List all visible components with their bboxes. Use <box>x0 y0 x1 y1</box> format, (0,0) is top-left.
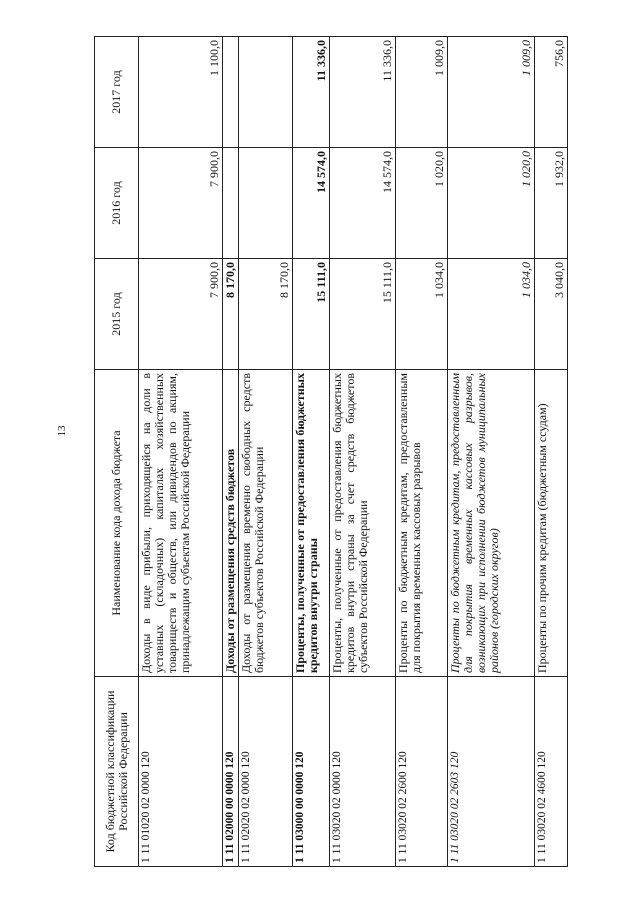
table-row <box>330 37 396 867</box>
table-row <box>396 37 448 867</box>
row-value-2016: 1 020,0 <box>396 148 448 259</box>
row-value-2016 <box>239 148 293 259</box>
row-value-2016: 7 900,0 <box>139 148 223 259</box>
row-code: 1 11 03020 02 0000 120 <box>330 677 396 867</box>
row-code: 1 11 01020 02 0000 120 <box>139 677 223 867</box>
row-value-2015: 1 034,0 <box>448 259 535 370</box>
page-number: 13 <box>56 425 68 437</box>
row-value-2017: 756,0 <box>534 37 567 148</box>
row-name: Проценты, полученные от предоставления бюджетных кредитов внутри страны <box>293 370 330 677</box>
row-value-2017 <box>239 37 293 148</box>
header-code: Код бюджетной классификации Российской Федерации <box>95 677 139 867</box>
row-value-2015: 1 034,0 <box>396 259 448 370</box>
row-code: 1 11 02000 00 0000 120 <box>222 677 239 867</box>
row-code: 1 11 03020 02 2603 120 <box>448 677 535 867</box>
table-row <box>139 37 223 867</box>
row-value-2015: 8 170,0 <box>239 259 293 370</box>
row-value-2015: 15 111,0 <box>330 259 396 370</box>
header-2015: 2015 год <box>95 259 139 370</box>
row-name: Доходы от размещения средств бюджетов <box>222 370 239 677</box>
header-2016: 2016 год <box>95 148 139 259</box>
table-row <box>534 37 567 867</box>
row-value-2015: 15 111,0 <box>293 259 330 370</box>
row-value-2017: 11 336,0 <box>330 37 396 148</box>
row-value-2017: 1 100,0 <box>139 37 223 148</box>
row-name: Проценты по бюджетным кредитам, предоставленным для покрытия временных кассовых разрывов <box>396 370 448 677</box>
row-name: Проценты по прочим кредитам (бюджетным ссудам) <box>534 370 567 677</box>
row-name: Доходы от размещения временно свободных средств бюджетов субъектов Российской Федерации <box>239 370 293 677</box>
row-value-2016: 1 932,0 <box>534 148 567 259</box>
row-value-2015: 7 900,0 <box>139 259 223 370</box>
row-name: Доходы в виде прибыли, приходящейся на доли в уставных (складочных) капиталах хозяйственных товариществ и обществ, или дивидендов по акциям, принадлежащим субъектам Российской Федерации <box>139 370 223 677</box>
row-value-2016 <box>222 148 239 259</box>
table-header-row <box>95 37 139 867</box>
row-name: Проценты, полученные от предоставления бюджетных кредитов внутри страны за счет средств бюджетов субъектов Российской Федерации <box>330 370 396 677</box>
table-row <box>448 37 535 867</box>
row-code: 1 11 02020 02 0000 120 <box>239 677 293 867</box>
budget-revenue-table <box>94 36 568 867</box>
row-code: 1 11 03000 00 0000 120 <box>293 677 330 867</box>
table-row <box>222 37 239 867</box>
row-value-2017 <box>222 37 239 148</box>
header-name: Наименование кода дохода бюджета <box>95 370 139 677</box>
row-value-2015: 8 170,0 <box>222 259 239 370</box>
row-value-2017: 1 009,0 <box>396 37 448 148</box>
row-value-2017: 11 336,0 <box>293 37 330 148</box>
header-2017: 2017 год <box>95 37 139 148</box>
budget-table-container <box>94 37 568 867</box>
row-code: 1 11 03020 02 4600 120 <box>534 677 567 867</box>
row-value-2017: 1 009,0 <box>448 37 535 148</box>
table-row <box>293 37 330 867</box>
row-value-2016: 14 574,0 <box>293 148 330 259</box>
table-row <box>239 37 293 867</box>
row-value-2015: 3 040,0 <box>534 259 567 370</box>
row-name: Проценты по бюджетным кредитам, предоставленным для покрытия временных кассовых разрывов, возникающих при исполнении бюджетов муниципальных районов (городских округов) <box>448 370 535 677</box>
row-value-2016: 1 020,0 <box>448 148 535 259</box>
row-value-2016: 14 574,0 <box>330 148 396 259</box>
row-code: 1 11 03020 02 2600 120 <box>396 677 448 867</box>
